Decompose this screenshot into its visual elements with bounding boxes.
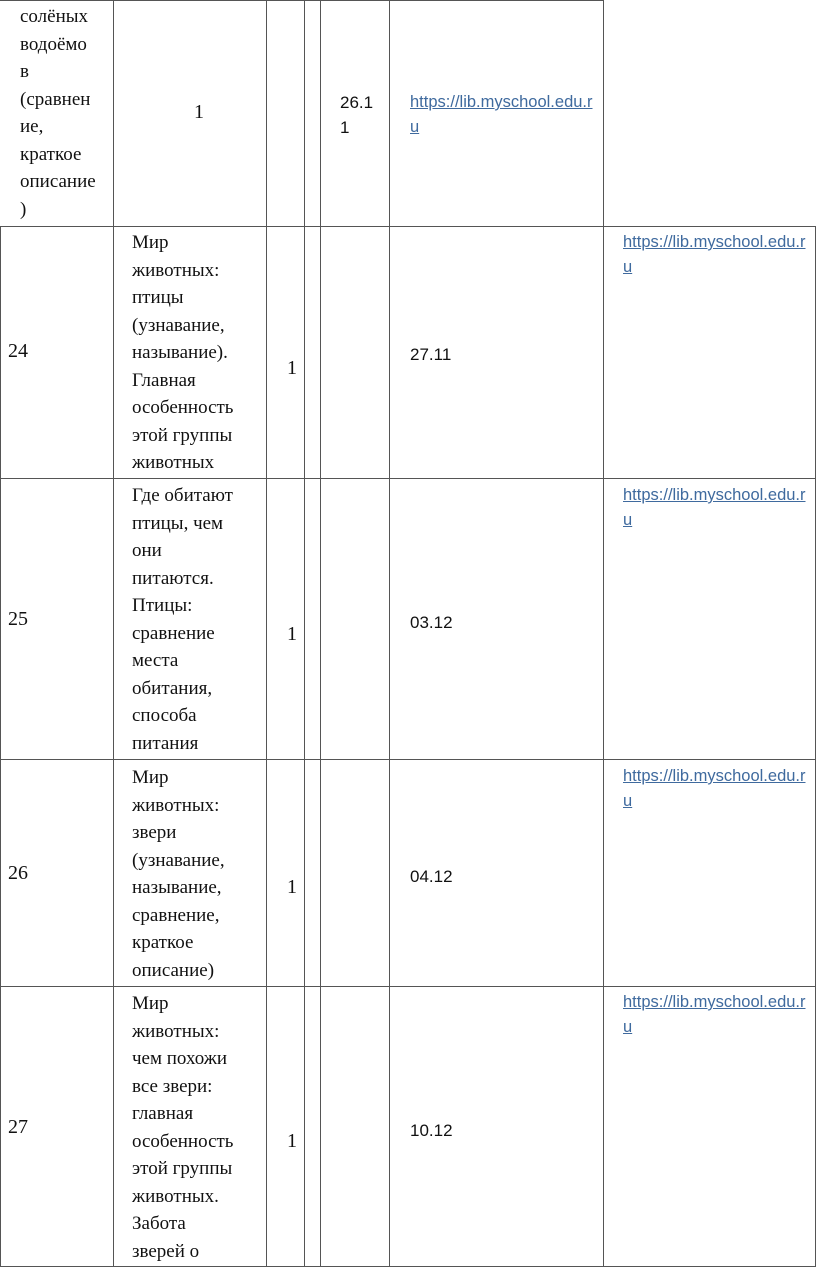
lesson-hours: 1 [287, 876, 297, 898]
lesson-topic: Мир животных: звери (узнавание, называние, сравнение, краткое описание) [132, 767, 225, 981]
lesson-topic: Мир животных: чем похожи все звери: главная особенность этой группы животных. Забота зверей о [132, 993, 234, 1262]
lesson-topic: солёных водоёмо в (сравнен ие, краткое описание ) [20, 6, 96, 220]
column-border [304, 0, 305, 1267]
lesson-date: 27.11 [410, 345, 452, 364]
lesson-number: 24 [8, 340, 28, 362]
lesson-number: 26 [8, 862, 28, 884]
lesson-date: 26.1 1 [340, 93, 374, 137]
lesson-hours: 1 [287, 357, 297, 379]
row-border [0, 226, 816, 227]
lesson-topic: Мир животных: птицы (узнавание, называние). Главная особенность этой группы животных [132, 232, 234, 473]
column-border [389, 0, 390, 1267]
lesson-hours: 1 [194, 101, 204, 123]
lesson-hours: 1 [287, 1130, 297, 1152]
resource-link[interactable]: https://lib.myschool.edu.ru [410, 93, 593, 136]
lesson-date: 04.12 [410, 867, 453, 886]
row-border [0, 0, 604, 1]
column-border [320, 0, 321, 1267]
lesson-hours: 1 [287, 623, 297, 645]
lesson-topic: Где обитают птицы, чем они питаются. Птицы: сравнение места обитания, способа питания [132, 485, 233, 754]
column-border [113, 0, 114, 1267]
lesson-number: 27 [8, 1116, 28, 1138]
lesson-date: 10.12 [410, 1121, 453, 1140]
resource-link[interactable]: https://lib.myschool.edu.ru [623, 993, 806, 1036]
lesson-date: 03.12 [410, 613, 453, 632]
column-border [266, 0, 267, 1267]
resource-link[interactable]: https://lib.myschool.edu.ru [623, 233, 806, 276]
resource-link[interactable]: https://lib.myschool.edu.ru [623, 767, 806, 810]
lesson-number: 25 [8, 608, 28, 630]
row-border [0, 1266, 816, 1267]
row-border [0, 478, 816, 479]
column-border [603, 0, 604, 1267]
row-border [0, 986, 816, 987]
column-border [0, 226, 1, 1267]
row-border [0, 759, 816, 760]
resource-link[interactable]: https://lib.myschool.edu.ru [623, 486, 806, 529]
